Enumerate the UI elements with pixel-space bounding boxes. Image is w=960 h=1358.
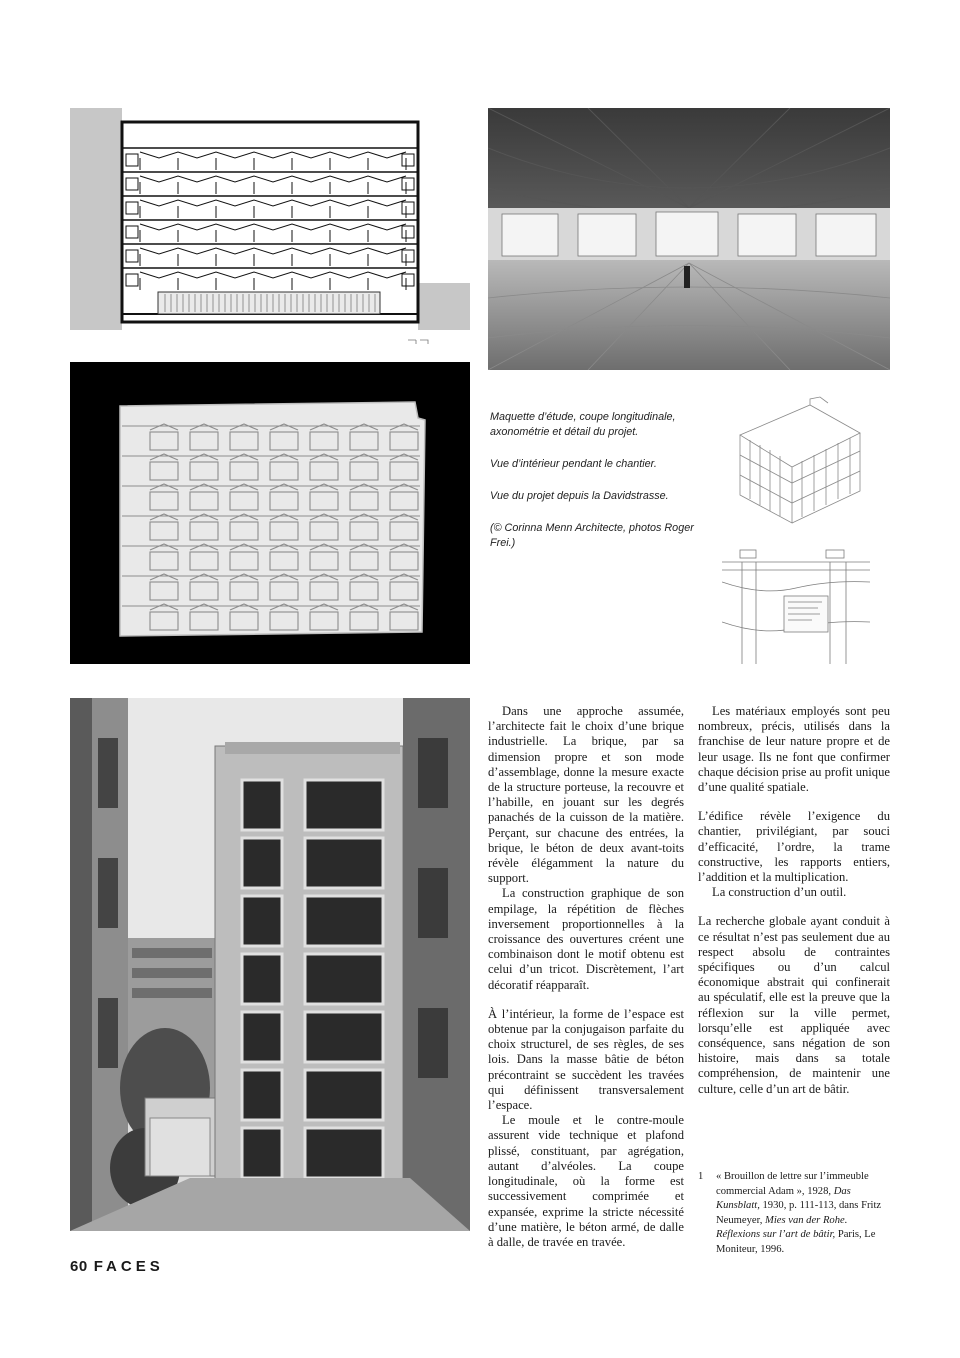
text-column-1 — [488, 704, 684, 1250]
magazine-name: FACES — [93, 1258, 164, 1275]
footnote-title: Mies van der Rohe. Réflexions sur l’art de bâtir, — [716, 1214, 848, 1240]
footnote-number: 1 — [698, 1171, 704, 1182]
caption-line-4: (© Corinna Menn Architecte, photos Roger Frei.) — [490, 522, 694, 549]
paragraph: Les matériaux employés sont peu nombreux, précis, utilisés dans la franchise de leur nature propre et de leur usage. Ils ne font que confirmer chaque décision prise au profit unique d’une qualité spatiale. — [698, 704, 890, 795]
paragraph: La construction d’un outil. — [712, 885, 847, 900]
footnote-text: « Brouillon de lettre sur l’immeuble commercial Adam », 1928, — [716, 1171, 869, 1197]
text-column-2 — [698, 704, 890, 1097]
paragraph: Le moule et le contre-moule assurent vide technique et plafond plissé, constituant, par agrégation, autant d’alvéoles. La coupe longitudinale, où la forme est successivement comprimée et expansée, exprime la stricte nécessité d’une matière, le béton armé, de dalle à dalle, de travée en travée. — [488, 1113, 684, 1249]
interior-photo — [488, 108, 890, 370]
section-drawing — [70, 108, 470, 358]
paragraph: La construction graphique de son empilage, la répétition de flèches inversement proportionnelles à la croissance des ouvertures créent une combinaison dont le motif obtenu est celui d’un tricot. Discrètement, l’art décoratif réapparaît. — [488, 886, 684, 992]
paragraph: À l’intérieur, la forme de l’espace est obtenue par la conjugaison parfaite du choix structurel, de ses règles, de ses lois. Dans la masse bâtie de béton précontraint se succèdent les travées qui définissent transversalement l’espace. — [488, 1006, 684, 1113]
footnote — [698, 1170, 890, 1257]
page-folio — [70, 1258, 164, 1275]
figure-caption — [490, 410, 700, 568]
paragraph: La recherche globale ayant conduit à ce résultat n’est pas seulement due au respect absolu de contraintes spécifiques ou d’un calcul économique abstrait qui confinerait au spéculatif, elle est la preuve que la réflexion sur la ville permet, lorsqu’elle est appliquée avec conséquence, sans négation de son histoire, mais dans sa totale compréhension, de maintenir une culture, celle d’un art de bâtir. — [698, 914, 890, 1096]
page-number: 60 — [70, 1258, 88, 1275]
paragraph: Dans une approche assumée, l’architecte fait le choix d’une brique industrielle. La brique, par sa dimension propre et son mode d’assemblage, donne la mesure exacte de la structure porteuse, la recouvre et l’habille, en jouant sur les degrés panachés de la cuisson de la matière. Perçant, sur chacune des entrées, la brique, le béton de deux avant-toits révèle élégamment la nature du support. — [488, 704, 684, 886]
footnote-title: Das Kunsblatt, — [716, 1185, 851, 1211]
footnote-text: Paris, Le Moniteur, 1996. — [716, 1229, 876, 1255]
footnote-text: 1930, p. 111-113, dans Fritz Neumeyer, — [716, 1200, 882, 1226]
caption-line-2: Vue d’intérieur pendant le chantier. — [490, 458, 657, 470]
caption-line-3: Vue du projet depuis la Davidstrasse. — [490, 490, 669, 502]
axonometry-drawing — [720, 395, 870, 527]
street-photo — [70, 698, 470, 1231]
paragraph: L’édifice révèle l’exigence du chantier, privilégiant, par souci d’efficacité, l’ordre, la trame constructive, les rapports entiers, l’addition et la multiplication. — [698, 809, 890, 885]
caption-line-1: Maquette d’étude, coupe longitudinale, axonométrie et détail du projet. — [490, 411, 676, 438]
detail-drawing — [722, 548, 870, 664]
study-model-photo — [70, 362, 470, 664]
